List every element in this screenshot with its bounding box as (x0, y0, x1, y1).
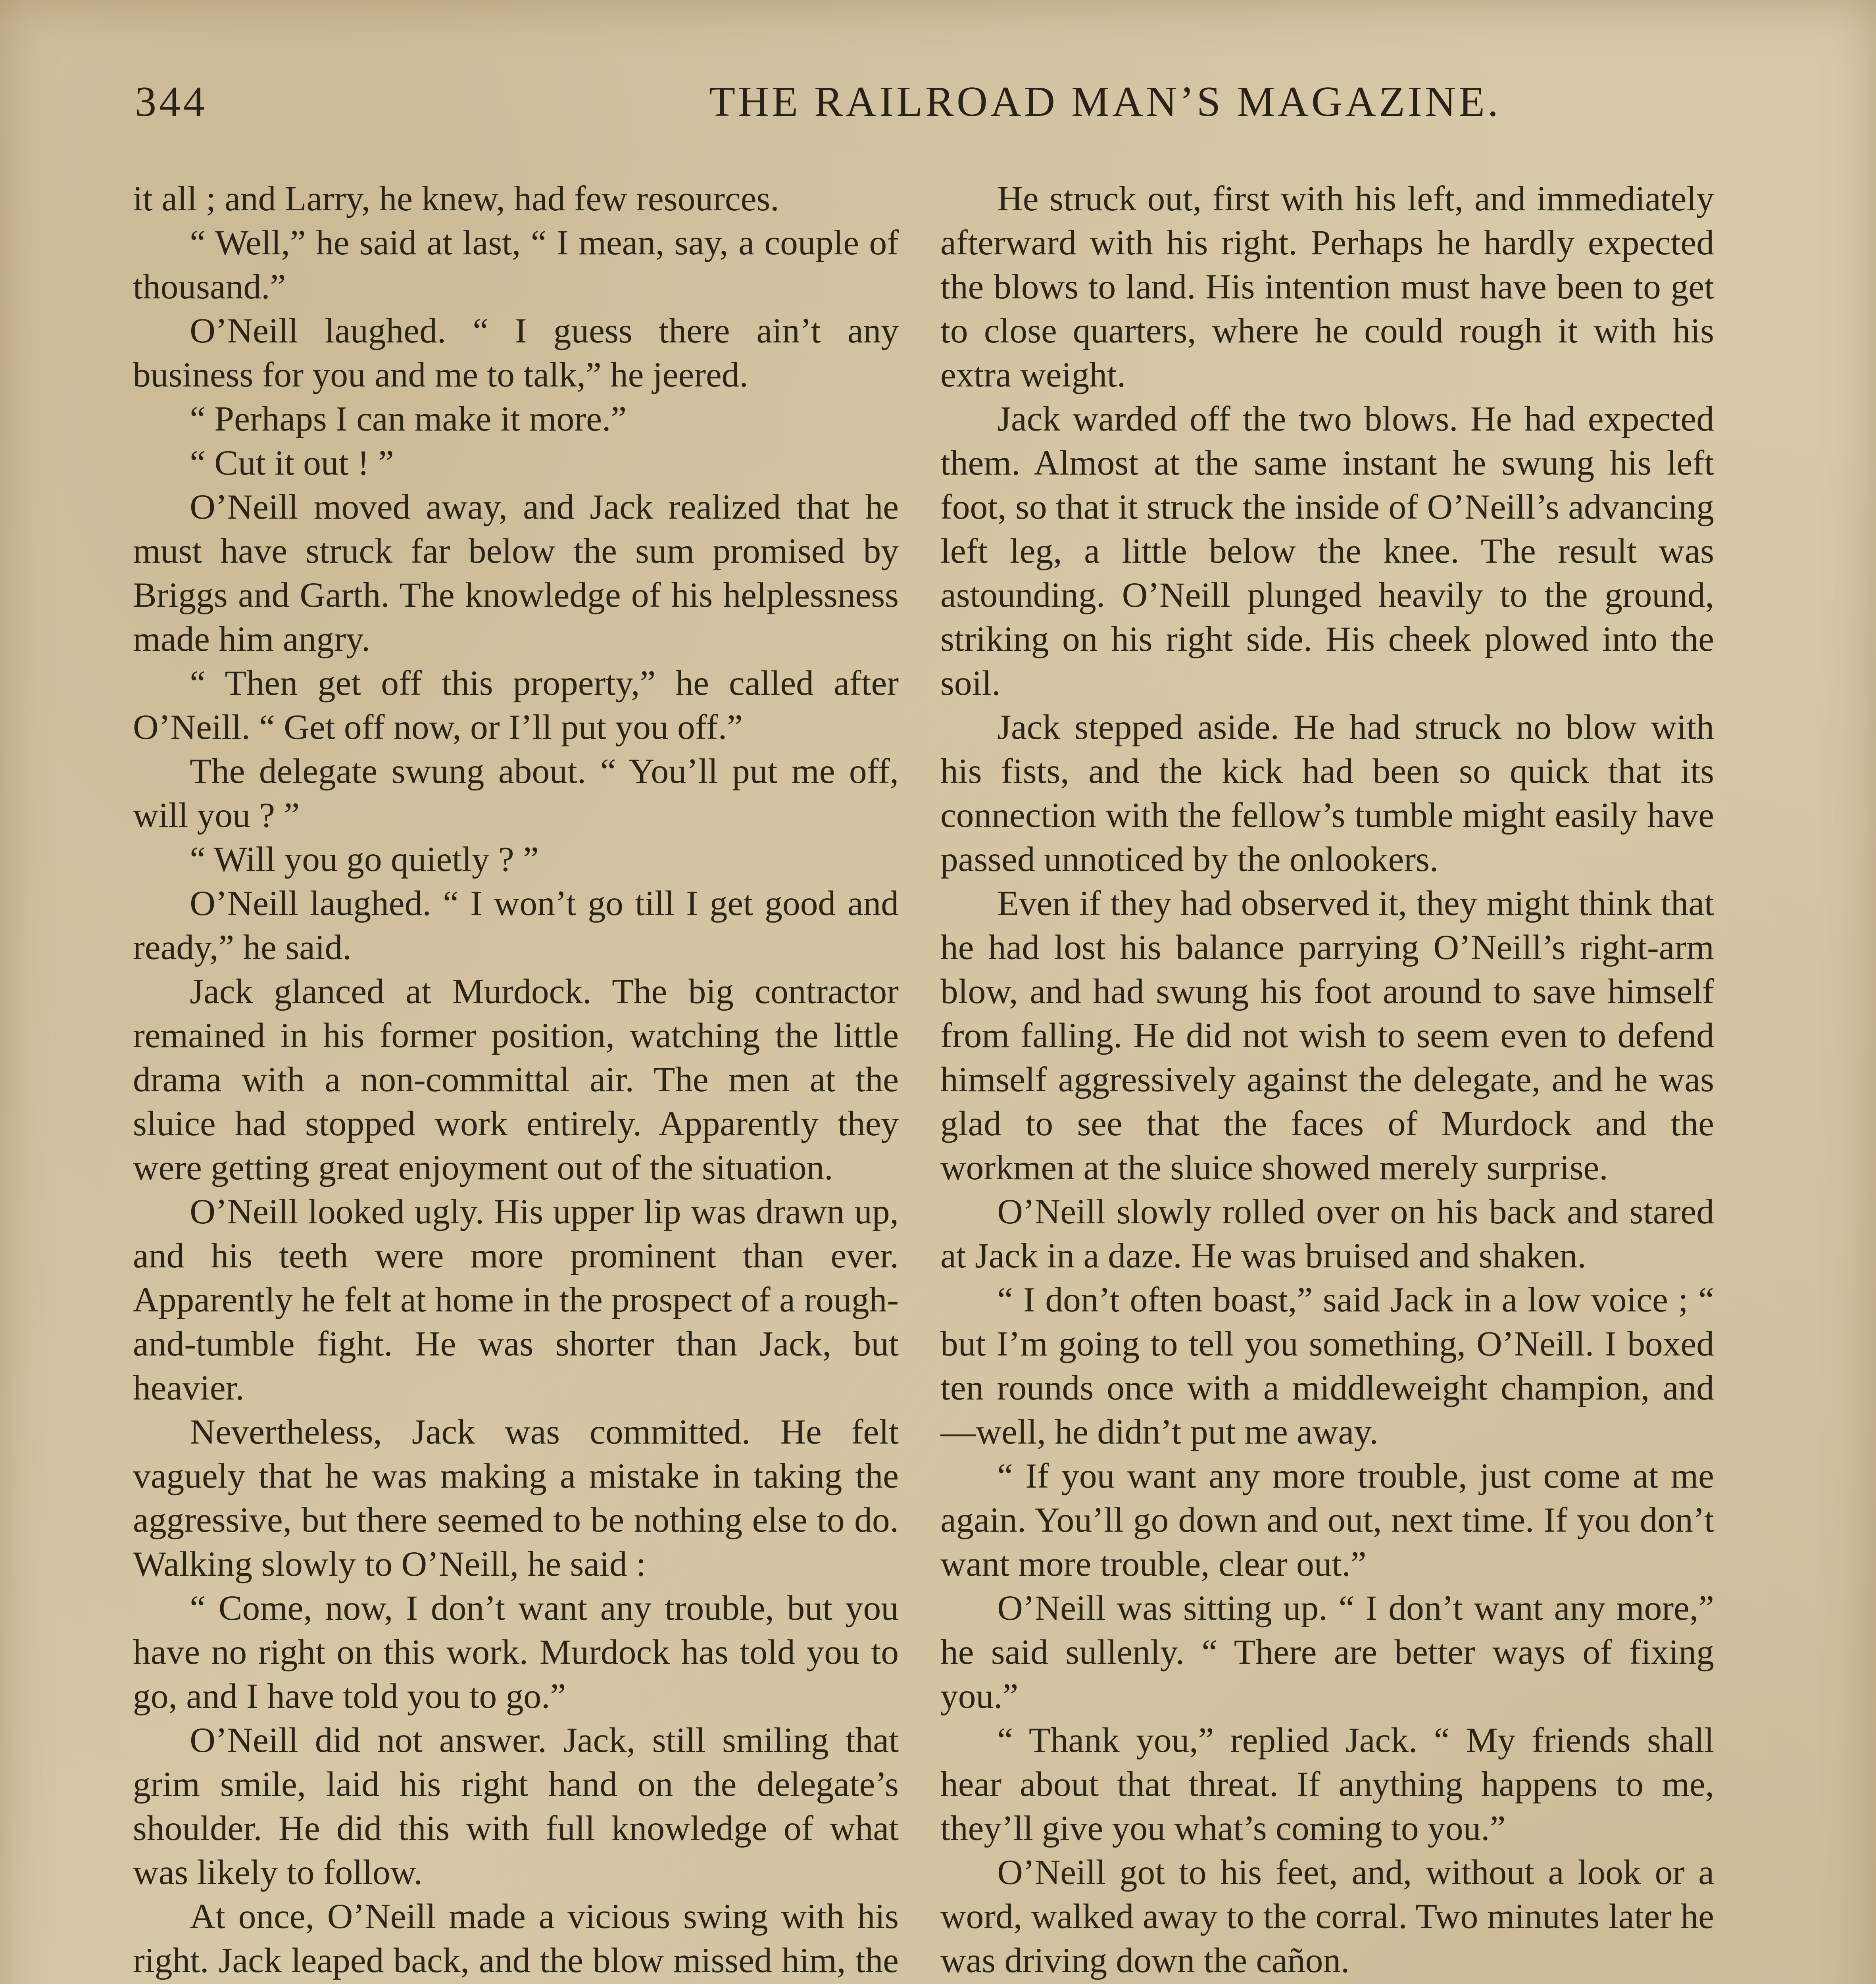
paragraph: O’Neill did not answer. Jack, still smiling that grim smile, laid his right hand on the delegate’s shoulder. He did this with full knowledge of what was likely to follow. (133, 1721, 899, 1892)
paragraph: O’Neill slowly rolled over on his back and stared at Jack in a daze. He was bruised and shaken. (940, 1192, 1714, 1275)
paragraph: O’Neill moved away, and Jack realized that he must have struck far below the sum promised by Briggs and Garth. The knowledge of his helplessness made him angry. (133, 487, 899, 659)
paragraph: O’Neill laughed. “ I guess there ain’t any business for you and me to talk,” he jeered. (133, 311, 899, 394)
paragraph (940, 1982, 1714, 1984)
right-column (940, 177, 1714, 1984)
paragraph: Jack stepped aside. He had struck no blow with his fists, and the kick had been so quick that its connection with the fellow’s tumble might easily have passed unnoticed by the onlookers. (940, 707, 1714, 879)
page-number: 344 (135, 78, 208, 125)
paragraph: He struck out, first with his left, and immediately afterward with his right. Perhaps he hardly expected the blows to land. His intention must have been to get to close quarters, where he could rough it with his extra weight. (940, 179, 1714, 394)
paragraph: O’Neill got to his feet, and, without a look or a word, walked away to the corral. Two minutes later he was driving down the cañon. (940, 1853, 1714, 1980)
paragraph: “ Well,” he said at last, “ I mean, say, a couple of thousand.” (133, 223, 899, 306)
paragraph: “ Perhaps I can make it more.” (190, 399, 627, 438)
running-title: THE RAILROAD MAN’S MAGAZINE. (709, 78, 1501, 125)
paragraph: it all ; and Larry, he knew, had few resources. (133, 179, 779, 218)
paragraph: Even if they had observed it, they might think that he had lost his balance parrying O’Neill’s right-arm blow, and had swung his foot around to save himself from falling. He did not wish to seem even to defend himself aggressively against the delegate, and he was glad to see that the faces of Murdock and the workmen at the sluice showed merely surprise. (940, 884, 1714, 1187)
paragraph: “ Thank you,” replied Jack. “ My friends shall hear about that threat. If anything happens to me, they’ll give you what’s coming to you.” (940, 1721, 1714, 1848)
paragraph: The delegate swung about. “ You’ll put me off, will you ? ” (133, 752, 899, 835)
paragraph: O’Neill laughed. “ I won’t go till I get good and ready,” he said. (133, 884, 899, 967)
paragraph: Jack glanced at Murdock. The big contractor remained in his former position, watching the little drama with a non-committal air. The men at the sluice had stopped work entirely. Apparently they were getting great enjoyment out of the situation. (133, 972, 899, 1187)
left-column (133, 177, 899, 1984)
paragraph: Jack warded off the two blows. He had expected them. Almost at the same instant he swung his left foot, so that it struck the inside of O’Neill’s advancing left leg, a little below the knee. The result was astounding. O’Neill plunged heavily to the ground, striking on his right side. His cheek plowed into the soil. (940, 399, 1714, 703)
paragraph: “ Will you go quietly ? ” (190, 840, 539, 879)
page-header (135, 77, 1718, 137)
paragraph: “ Then get off this property,” he called after O’Neill. “ Get off now, or I’ll put you off.” (133, 663, 899, 747)
paragraph: “ Cut it out ! ” (190, 443, 394, 483)
paragraph: O’Neill looked ugly. His upper lip was drawn up, and his teeth were more prominent than ever. Apparently he felt at home in the prospect of a rough-and-tumble fight. He was shorter than Jack, but heavier. (133, 1192, 899, 1407)
paragraph: Nevertheless, Jack was committed. He felt vaguely that he was making a mistake in taking the aggressive, but there seemed to be nothing else to do. Walking slowly to O’Neill, he said : (133, 1412, 899, 1584)
paragraph: “ Come, now, I don’t want any trouble, but you have no right on this work. Murdock has told you to go, and I have told you to go.” (133, 1588, 899, 1716)
paragraph: “ If you want any more trouble, just come at me again. You’ll go down and out, next time. If you don’t want more trouble, clear out.” (940, 1456, 1714, 1584)
paragraph: At once, O’Neill made a vicious swing with his right. Jack leaped back, and the blow missed him, the (133, 1897, 899, 1980)
paragraph: O’Neill was sitting up. “ I don’t want any more,” he said sullenly. “ There are better ways of fixing you.” (940, 1588, 1714, 1716)
paragraph: “ I don’t often boast,” said Jack in a low voice ; “ but I’m going to tell you something, O’Neill. I boxed ten rounds once with a middleweight champion, and—well, he didn’t put me away. (940, 1280, 1714, 1451)
